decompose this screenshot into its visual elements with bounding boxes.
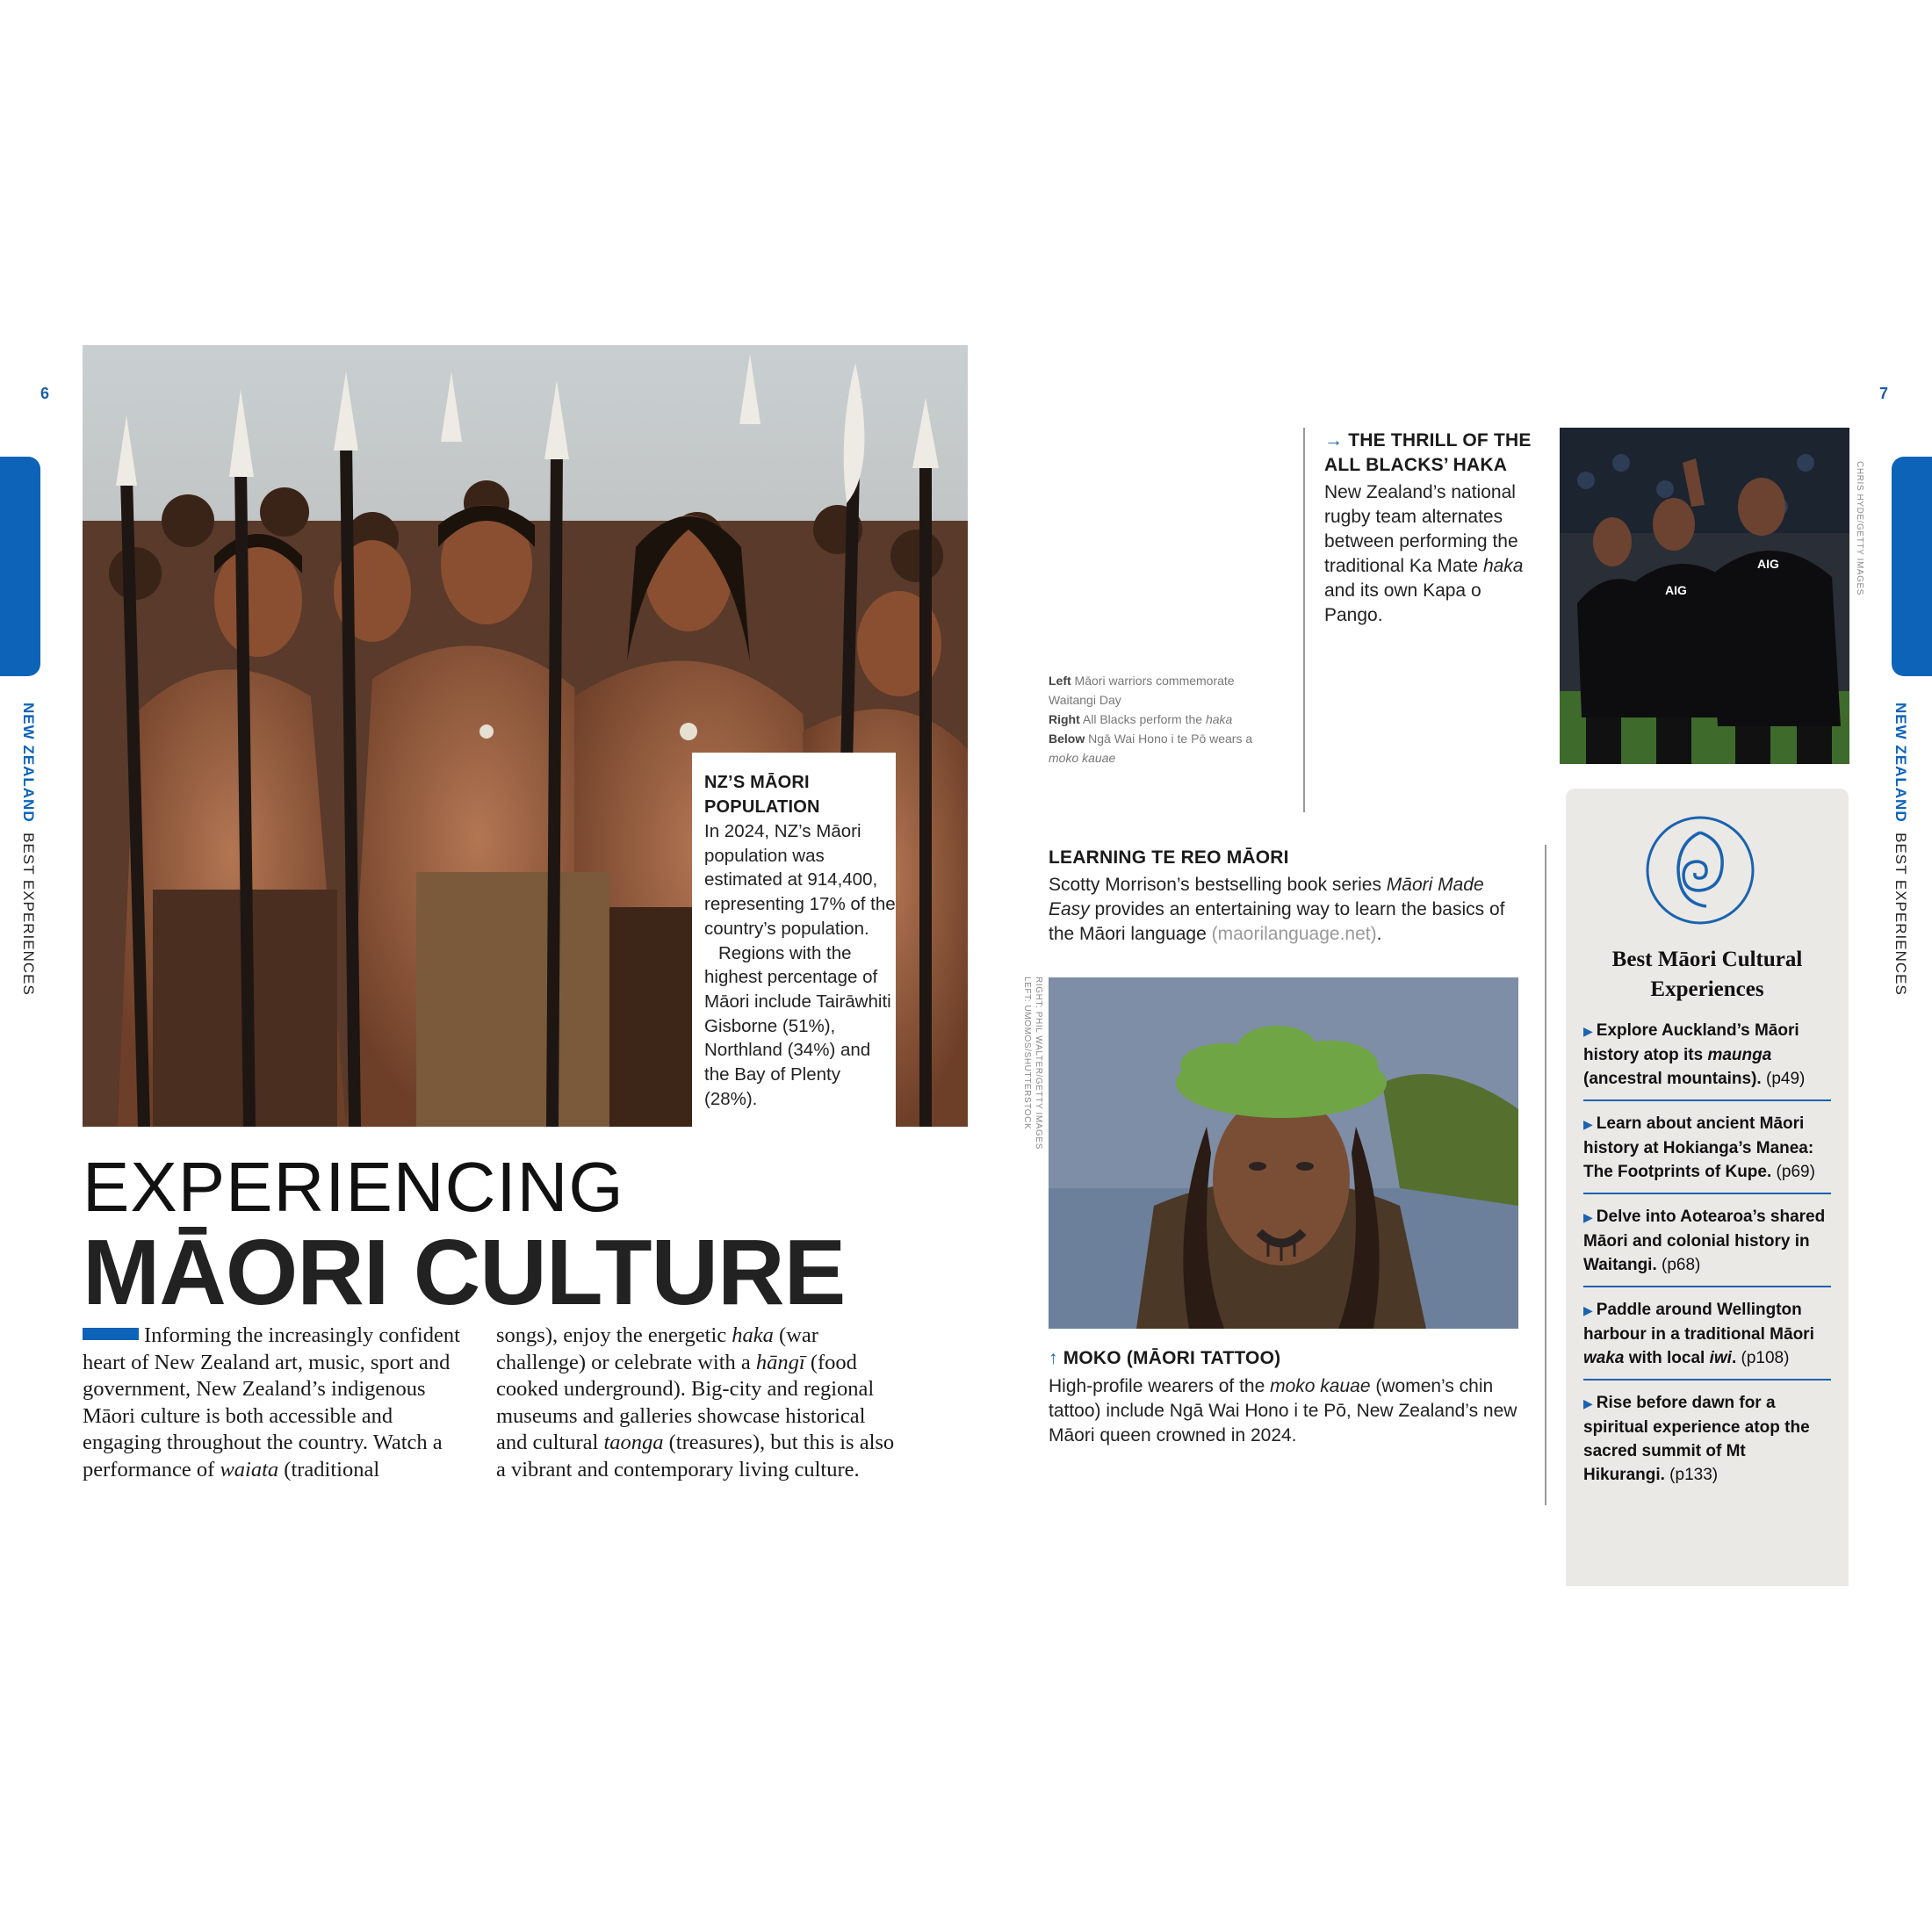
item-bold: Delve into Aotearoa’s shared Māori and colonial history in Waitangi. xyxy=(1583,1208,1826,1274)
te-reo-text-d: . xyxy=(1376,924,1382,944)
svg-text:AIG: AIG xyxy=(1665,583,1687,597)
item-bold: . xyxy=(1731,1349,1737,1367)
population-para1: In 2024, NZ’s Māori population was estimated at 914,400, representing 17% of the country’s population. xyxy=(704,821,896,939)
caption-label: Left xyxy=(1049,674,1071,688)
intro-column-1 xyxy=(83,1323,460,1483)
list-item[interactable] xyxy=(1583,1101,1831,1194)
item-page-ref: (p68) xyxy=(1656,1256,1701,1274)
caption-left xyxy=(1049,671,1277,710)
intro-italic: hāngī xyxy=(755,1350,805,1374)
headline-line1: EXPERIENCING xyxy=(83,1148,624,1226)
running-head-left xyxy=(19,703,37,996)
photo-moko-kauae xyxy=(1049,977,1518,1329)
intro-text: Informing the increasingly confident heart of New Zealand art, music, sport and government, New Zealand’s indigenous Māori culture is both accessible and engaging throughout the country. Watch a performance of xyxy=(83,1323,460,1481)
credit-right-photo: CHRIS HYDE/GETTY IMAGES xyxy=(1855,461,1864,596)
te-reo-text xyxy=(1049,873,1523,947)
te-reo-link[interactable]: (maorilanguage.net) xyxy=(1211,924,1377,944)
list-item[interactable] xyxy=(1583,1008,1831,1101)
credit-line: LEFT: UMOMOS/SHUTTERSTOCK xyxy=(1022,977,1032,1130)
triangle-right-icon: ▶ xyxy=(1583,1303,1593,1317)
te-reo-title: LEARNING TE REO MĀORI xyxy=(1049,847,1289,868)
moko-section xyxy=(1049,1346,1527,1448)
item-italic: iwi xyxy=(1709,1349,1732,1367)
running-head-rest: BEST EXPERIENCES xyxy=(20,833,37,996)
caption-italic: haka xyxy=(1205,712,1233,726)
triangle-right-icon: ▶ xyxy=(1583,1117,1593,1131)
te-reo-section xyxy=(1049,846,1523,947)
intro-accent-bar xyxy=(83,1328,139,1340)
moko-italic: moko kauae xyxy=(1270,1376,1371,1396)
caption-right xyxy=(1049,710,1277,729)
intro-text: songs), enjoy the energetic xyxy=(496,1323,732,1347)
intro-column-2 xyxy=(496,1323,900,1483)
haka-text-a: New Zealand’s national rugby team alternates between performing the traditional Ka Mate xyxy=(1324,482,1518,576)
item-bold: with local xyxy=(1624,1349,1710,1367)
list-item[interactable] xyxy=(1583,1381,1831,1496)
haka-text-c: and its own Kapa o Pango. xyxy=(1324,580,1481,625)
list-item[interactable] xyxy=(1583,1287,1831,1381)
triangle-right-icon: ▶ xyxy=(1583,1210,1593,1224)
svg-text:AIG: AIG xyxy=(1757,557,1779,571)
intro-text: (traditional xyxy=(278,1457,380,1481)
triangle-right-icon: ▶ xyxy=(1583,1024,1593,1038)
caption-label: Below xyxy=(1049,732,1085,746)
headline-line2: MĀORI CULTURE xyxy=(83,1221,846,1324)
haka-title-text: THE THRILL OF THE ALL BLACKS’ HAKA xyxy=(1324,430,1532,475)
te-reo-text-c: provides an entertaining way to learn the basics of the Māori language xyxy=(1049,899,1505,944)
intro-italic: waiata xyxy=(220,1457,279,1481)
credit-middle xyxy=(1021,977,1044,1150)
moko-title-text: MOKO (MĀORI TATTOO) xyxy=(1063,1348,1281,1368)
photo-captions xyxy=(1049,671,1277,768)
all-blacks-illustration xyxy=(1560,428,1849,764)
koru-icon xyxy=(1645,815,1755,926)
te-reo-italic: Māori Made Easy xyxy=(1049,875,1484,919)
te-reo-text-a: Scotty Morrison’s bestselling book series xyxy=(1049,875,1387,895)
caption-text: All Blacks perform the xyxy=(1079,712,1206,726)
intro-text: (food cooked underground). Big-city and regional museums and galleries showcase historical and cultural xyxy=(496,1350,875,1454)
moko-title xyxy=(1049,1346,1527,1371)
haka-section xyxy=(1324,429,1539,628)
moko-text-c: (women’s chin tattoo) include Ngā Wai Hono i te Pō, New Zealand’s new Māori queen crowned in 2024. xyxy=(1049,1376,1517,1445)
intro-text: (war challenge) or celebrate with a xyxy=(496,1323,818,1374)
page-number-left: 6 xyxy=(40,385,50,402)
item-italic: maunga xyxy=(1707,1046,1772,1064)
moko-text-a: High-profile wearers of the xyxy=(1049,1376,1271,1396)
section-tab-right[interactable] xyxy=(1892,457,1932,676)
running-head-strong: NEW ZEALAND xyxy=(20,703,37,823)
item-bold: Learn about ancient Māori history at Hokianga’s Manea: The Footprints of Kupe. xyxy=(1583,1114,1814,1181)
arrow-right-icon: → xyxy=(1324,430,1344,451)
moko-text xyxy=(1049,1374,1527,1448)
item-bold: Rise before dawn for a spiritual experience atop the sacred summit of Mt Hikurangi. xyxy=(1583,1394,1810,1484)
item-page-ref: (p133) xyxy=(1664,1466,1719,1484)
item-italic: waka xyxy=(1583,1349,1625,1367)
running-head-strong: NEW ZEALAND xyxy=(1892,703,1909,823)
divider-rule xyxy=(1303,428,1305,812)
haka-italic: haka xyxy=(1482,556,1524,576)
credit-line: RIGHT: PHIL WALTER/GETTY IMAGES xyxy=(1034,977,1043,1150)
caption-italic: moko kauae xyxy=(1049,751,1116,765)
best-list xyxy=(1583,1008,1831,1496)
population-box xyxy=(692,753,896,1183)
caption-below xyxy=(1049,729,1277,768)
list-item[interactable] xyxy=(1583,1194,1831,1287)
running-head-right xyxy=(1892,703,1909,996)
running-head-rest: BEST EXPERIENCES xyxy=(1892,833,1909,996)
intro-italic: haka xyxy=(732,1323,774,1347)
caption-text: Ngā Wai Hono i te Pō wears a xyxy=(1085,732,1253,746)
arrow-up-icon: ↑ xyxy=(1049,1348,1058,1368)
best-title: Best Māori Cultural Experiences xyxy=(1611,948,1803,1001)
population-title: NZ’S MĀORI POPULATION xyxy=(704,773,820,817)
haka-title xyxy=(1324,429,1539,478)
caption-text: Māori warriors commemorate Waitangi Day xyxy=(1049,674,1235,707)
best-experiences-box xyxy=(1566,789,1849,1586)
intro-italic: taonga xyxy=(603,1431,664,1454)
item-page-ref: (p69) xyxy=(1771,1163,1815,1181)
item-page-ref: (p108) xyxy=(1736,1349,1790,1367)
photo-all-blacks xyxy=(1560,428,1849,764)
intro-text: (treasures), but this is also a vibrant and contemporary living culture. xyxy=(496,1431,895,1481)
item-page-ref: (p49) xyxy=(1761,1070,1806,1088)
section-tab-left[interactable] xyxy=(0,457,40,676)
page-number-right: 7 xyxy=(1879,385,1889,402)
moko-illustration xyxy=(1049,977,1518,1329)
item-bold: Explore Auckland’s Māori history atop its xyxy=(1583,1021,1799,1064)
population-para2: Regions with the highest percentage of Māori include Tairāwhiti Gisborne (51%), Northland (34%) and the Bay of Plenty (28%). xyxy=(704,942,891,1109)
item-bold: Paddle around Wellington harbour in a traditional Māori xyxy=(1583,1301,1814,1344)
haka-text xyxy=(1324,480,1539,628)
item-bold: (ancestral mountains). xyxy=(1583,1070,1762,1088)
triangle-right-icon: ▶ xyxy=(1583,1396,1593,1410)
divider-rule xyxy=(1545,845,1546,1505)
caption-label: Right xyxy=(1049,712,1080,726)
